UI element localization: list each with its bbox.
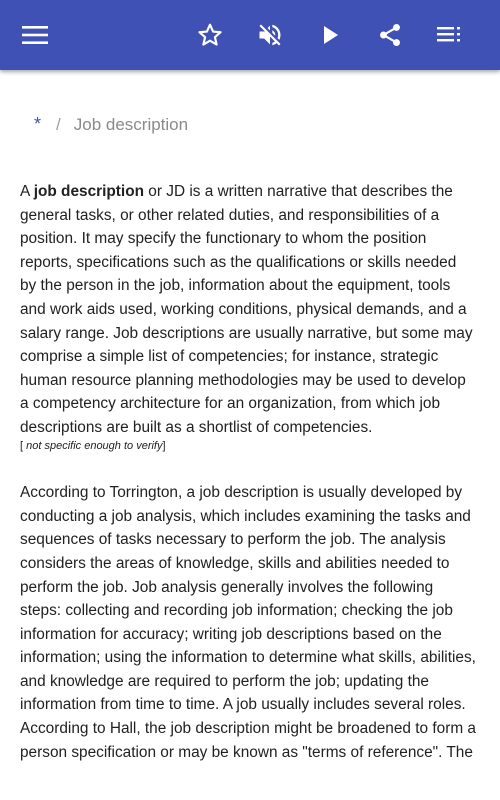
menu-icon: [22, 25, 48, 45]
article-paragraph: [20, 180, 476, 463]
playlist-button[interactable]: [430, 15, 470, 55]
playlist-icon: [437, 25, 463, 45]
citation-open: [: [20, 439, 24, 452]
breadcrumb: [34, 113, 188, 136]
article-term: job description: [33, 183, 145, 200]
share-button[interactable]: [370, 15, 410, 55]
citation-close: ]: [162, 439, 166, 452]
article-paragraph: According to Torrington, a job description is usually developed by conducting a job analysis, which includes examining the tasks and sequences of tasks necessary to perform the job. The analysis considers the areas of knowledge, skills and abilities needed to perform the job. Job analysis generally involves the following steps: collecting and recording job information; checking the job information for accuracy; writing job descriptions based on the information; using the information to determine what skills, abilities, and knowledge are required to perform the job; updating the information from time to time. A job usually includes several roles. According to Hall, the job description might be broadened to form a person specification or may be known as "terms of reference". The: [20, 484, 476, 761]
volume-off-icon: [256, 21, 284, 49]
breadcrumb-home-link[interactable]: *: [34, 114, 42, 134]
citation-note[interactable]: [20, 440, 166, 452]
star-icon: [197, 22, 223, 48]
play-button[interactable]: [310, 15, 350, 55]
share-icon: [377, 22, 403, 48]
paragraph-text: or JD is a written narrative that describes the general tasks, or other related duties, and responsibilities of a position. It may specify the functionary to whom the position reports, specifications such as the qualifications or skills needed by the person in the job, information about the equipment, tools and work aids used, working conditions, physical demands, and a salary range. Job descriptions are usually narrative, but some may comprise a simple list of competencies; for instance, strategic human resource planning methodologies may be used to develop a competency architecture for an organization, from which job descriptions are built as a shortlist of competencies.: [20, 183, 473, 436]
paragraph-intro: A: [20, 183, 34, 200]
breadcrumb-current: Job description: [73, 115, 189, 134]
menu-button[interactable]: [15, 15, 55, 55]
breadcrumb-separator: /: [56, 115, 61, 134]
play-icon: [320, 24, 340, 46]
article-body: [20, 180, 476, 782]
favorite-button[interactable]: [190, 15, 230, 55]
mute-button[interactable]: [250, 15, 290, 55]
citation-text: not specific enough to verify: [26, 439, 163, 452]
app-bar: [0, 0, 500, 70]
